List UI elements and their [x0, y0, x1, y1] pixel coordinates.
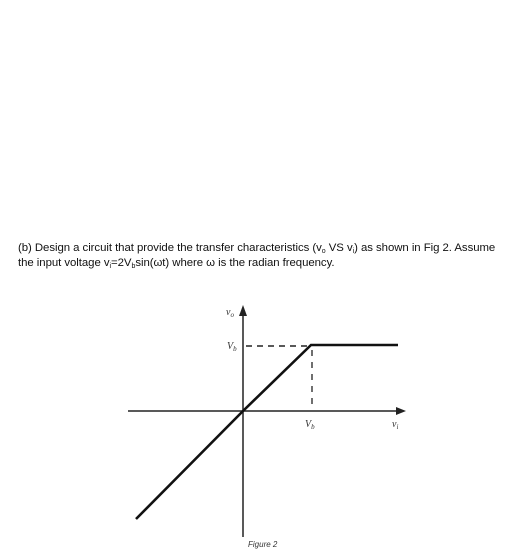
- y-tick-label: $V_b$: [227, 341, 237, 353]
- question-line-1-part-b: VS v: [325, 242, 353, 254]
- question-line-1-part-c: ) as shown in Fig 2. Assume: [354, 242, 496, 254]
- question-line-2-part-c: sin(ωt) where ω is the radian frequency.: [135, 257, 335, 269]
- question-line-2-part-a: the input voltage v: [18, 257, 110, 269]
- question-line-2-sub-i: i: [109, 263, 112, 270]
- figure-caption: Figure 2: [248, 540, 278, 549]
- x-axis-label: $v_i$: [392, 419, 399, 431]
- y-axis-arrow-icon: [239, 305, 247, 316]
- y-axis-label: $v_o$: [226, 307, 234, 319]
- question-line-2-part-b: =2V: [111, 257, 132, 269]
- question-line-1-sub-o: o: [321, 248, 326, 255]
- x-tick-label: $V_b$: [305, 419, 315, 431]
- question-line-2-sub-b: b: [131, 263, 136, 270]
- x-axis-arrow-icon: [396, 407, 406, 415]
- question-line-1-sub-i: i: [352, 248, 355, 255]
- question-line-1-part-a: (b) Design a circuit that provide the transfer characteristics (v: [18, 242, 322, 254]
- transfer-curve: [136, 345, 398, 519]
